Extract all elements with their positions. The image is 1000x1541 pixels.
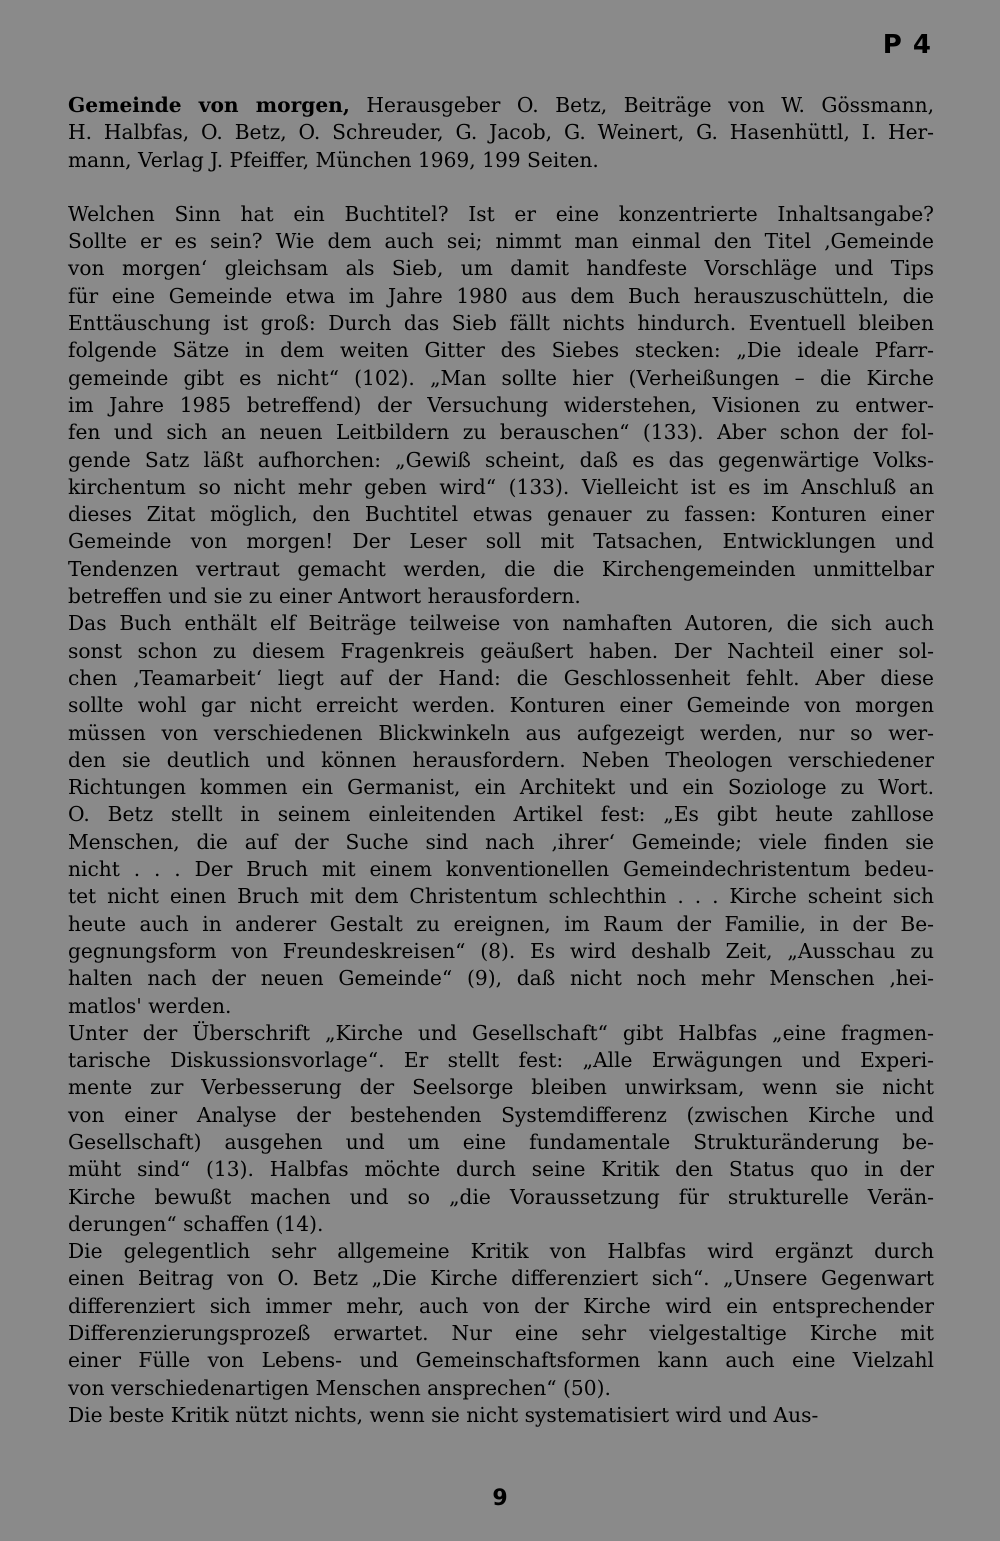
text-line: Die gelegentlich sehr allgemeine Kritik von Halbfas wird ergänzt durch [68,1239,934,1264]
text-line: für eine Gemeinde etwa im Jahre 1980 aus dem Buch herauszuschütteln, die [68,283,934,308]
text-line: fen und sich an neuen Leitbildern zu berauschen“ (133). Aber schon der fol- [68,420,934,445]
paragraph [68,1020,934,1238]
text-line: Kirche bewußt machen und so „die Voraussetzung für strukturelle Verän- [68,1184,934,1209]
text-line: heute auch in anderer Gestalt zu ereignen, im Raum der Familie, in der Be- [68,911,934,936]
text-line: folgende Sätze in dem weiten Gitter des Siebes stecken: „Die ideale Pfarr- [68,338,934,363]
text-line: Das Buch enthält elf Beiträge teilweise von namhaften Autoren, die sich auch [68,611,934,636]
text-line: O. Betz stellt in seinem einleitenden Artikel fest: „Es gibt heute zahllose [68,802,934,827]
paragraph [68,1238,934,1402]
text-line: betreffen und sie zu einer Antwort herausfordern. [68,584,581,609]
text-line: tet nicht einen Bruch mit dem Christentum schlechthin . . . Kirche scheint sich [68,884,934,909]
book-title: Gemeinde von morgen, [68,93,350,117]
text-line: gegnungsform von Freundeskreisen“ (8). Es wird deshalb Zeit, „Ausschau zu [68,938,934,963]
text-line: von verschiedenartigen Menschen ansprechen“ (50). [68,1375,611,1400]
text-line: Enttäuschung ist groß: Durch das Sieb fällt nichts hindurch. Eventuell bleiben [68,311,934,336]
text-line: kirchentum so nicht mehr geben wird“ (133). Vielleicht ist es im Anschluß an [68,474,934,499]
text-line: Welchen Sinn hat ein Buchtitel? Ist er eine konzentrierte Inhaltsangabe? [68,201,934,226]
text-line: Menschen, die auf der Suche sind nach ‚ihrer‘ Gemeinde; viele finden sie [68,829,934,854]
header-line: H. Halbfas, O. Betz, O. Schreuder, G. Jacob, G. Weinert, G. Hasenhüttl, I. Her- [68,120,934,145]
text-line: den sie deutlich und können herausfordern. Neben Theologen verschiedener [68,747,934,772]
text-line: sonst schon zu diesem Fragenkreis geäußert haben. Der Nachteil einer sol- [68,638,934,663]
review-text [68,92,934,1429]
text-line: müssen von verschiedenen Blickwinkeln aus aufgezeigt werden, nur so wer- [68,720,934,745]
text-line: halten nach der neuen Gemeinde“ (9), daß nicht noch mehr Menschen ‚hei- [68,966,934,991]
text-line: einer Fülle von Lebens- und Gemeinschaftsformen kann auch eine Vielzahl [68,1348,934,1373]
text-line: derungen“ schaffen (14). [68,1211,324,1236]
text-line: Gesellschaft) ausgehen und um eine fundamentale Strukturänderung be- [68,1129,934,1154]
text-line: Gemeinde von morgen! Der Leser soll mit Tatsachen, Entwicklungen und [68,529,934,554]
text-line: tarische Diskussionsvorlage“. Er stellt fest: „Alle Erwägungen und Experi- [68,1048,934,1073]
text-line: Sollte er es sein? Wie dem auch sei; nimmt man einmal den Titel ‚Gemeinde [68,229,934,254]
text-line: einen Beitrag von O. Betz „Die Kirche differenziert sich“. „Unsere Gegenwart [68,1266,934,1291]
page-marker: P 4 [882,30,932,60]
paragraph [68,1402,934,1429]
text-line: matlos' werden. [68,993,232,1018]
text-line: chen ‚Teamarbeit‘ liegt auf der Hand: die Geschlossenheit fehlt. Aber diese [68,665,934,690]
paragraph [68,201,934,610]
header-text: Herausgeber O. Betz, Beiträge von W. Gössmann, [349,93,934,117]
text-line: im Jahre 1985 betreffend) der Versuchung widerstehen, Visionen zu entwer- [68,392,934,417]
review-body [68,201,934,1429]
paragraph [68,610,934,1019]
text-line: Die beste Kritik nützt nichts, wenn sie nicht systematisiert wird und Aus- [68,1402,819,1427]
text-line: gende Satz läßt aufhorchen: „Gewiß scheint, daß es das gegenwärtige Volks- [68,447,934,472]
text-line: müht sind“ (13). Halbfas möchte durch seine Kritik den Status quo in der [68,1157,934,1182]
page-number: 9 [492,1486,508,1511]
text-line: Tendenzen vertraut gemacht werden, die die Kirchengemeinden unmittelbar [68,556,934,581]
text-line: Richtungen kommen ein Germanist, ein Architekt und ein Soziologe zu Wort. [68,775,934,800]
header-line [68,92,934,119]
header-line: mann, Verlag J. Pfeiffer, München 1969, 199 Seiten. [68,147,599,172]
text-line: mente zur Verbesserung der Seelsorge bleiben unwirksam, wenn sie nicht [68,1075,934,1100]
text-line: differenziert sich immer mehr, auch von der Kirche wird ein entsprechender [68,1293,934,1318]
text-line: Unter der Überschrift „Kirche und Gesellschaft“ gibt Halbfas „eine fragmen- [68,1020,934,1045]
text-line: Differenzierungsprozeß erwartet. Nur eine sehr vielgestaltige Kirche mit [68,1321,934,1346]
text-line: von morgen‘ gleichsam als Sieb, um damit handfeste Vorschläge und Tips [68,256,934,281]
text-line: sollte wohl gar nicht erreicht werden. Konturen einer Gemeinde von morgen [68,693,934,718]
text-line: von einer Analyse der bestehenden Systemdifferenz (zwischen Kirche und [68,1102,934,1127]
text-line: gemeinde gibt es nicht“ (102). „Man sollte hier (Verheißungen – die Kirche [68,365,934,390]
text-line: dieses Zitat möglich, den Buchtitel etwas genauer zu fassen: Konturen einer [68,502,934,527]
text-line: nicht . . . Der Bruch mit einem konventionellen Gemeindechristentum bedeu- [68,857,934,882]
bibliographic-header [68,92,934,174]
